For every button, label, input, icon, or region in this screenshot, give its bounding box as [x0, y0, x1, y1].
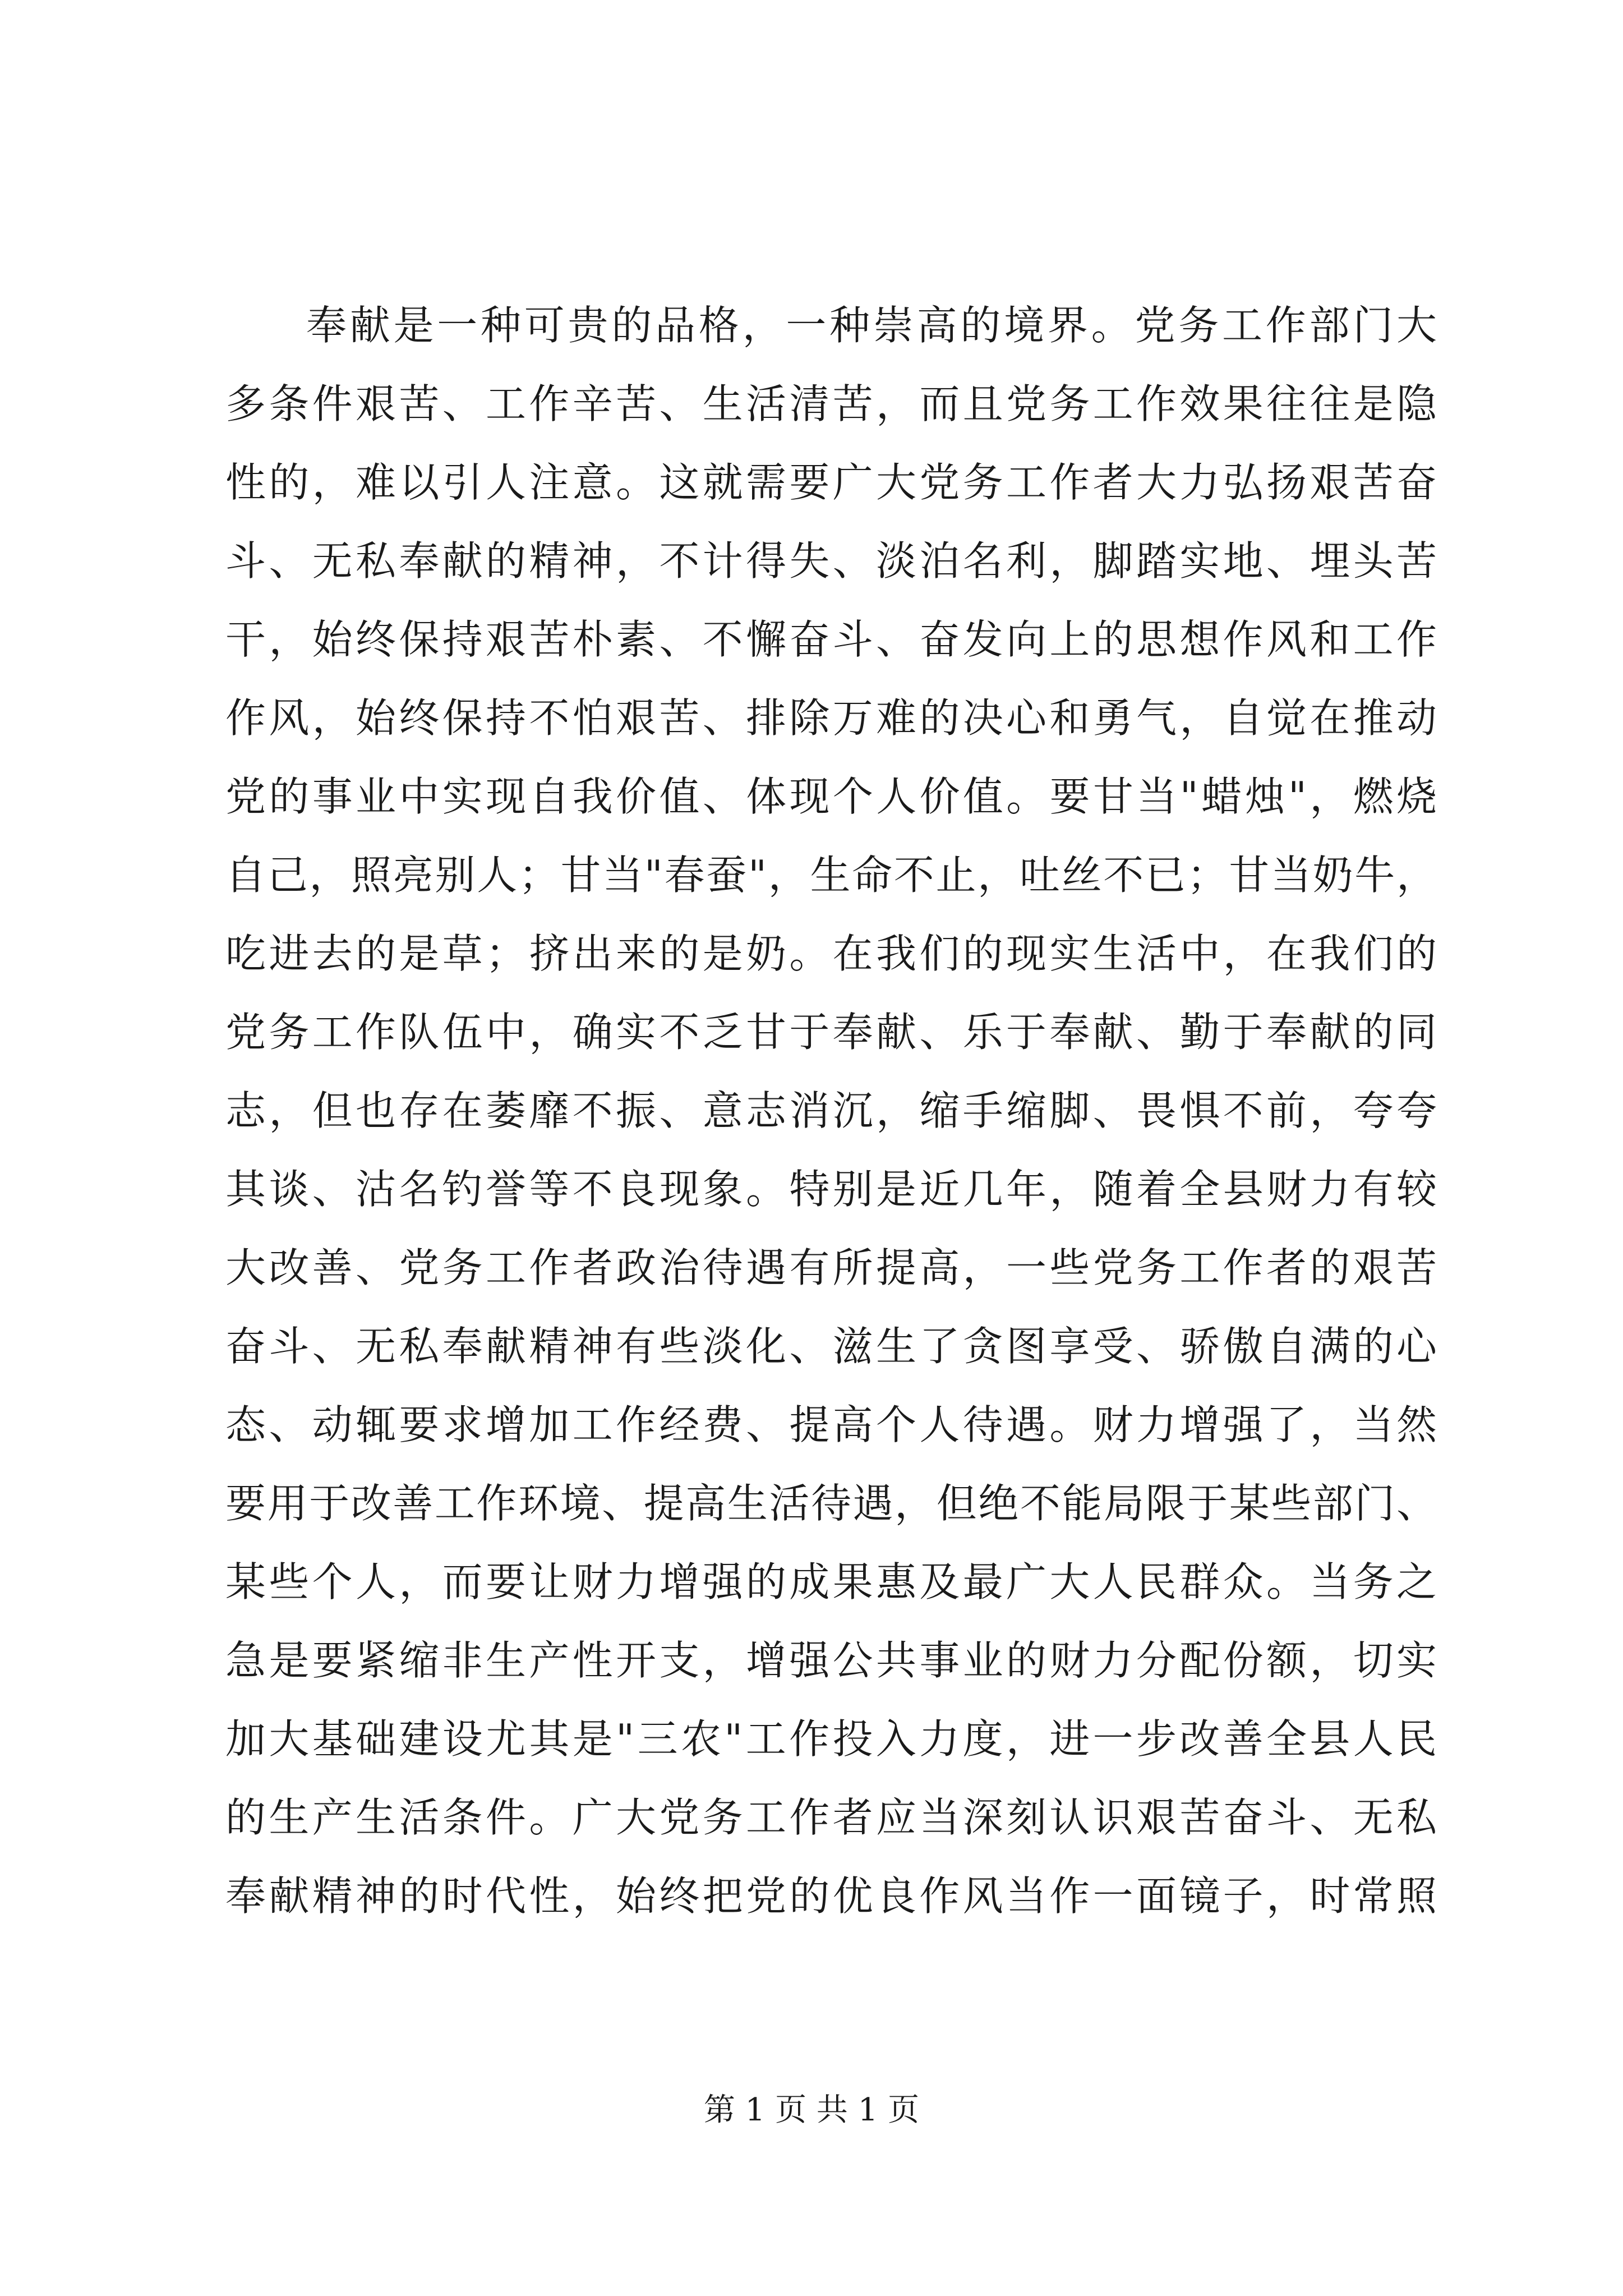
text-line: 多条件艰苦、工作辛苦、生活清苦，而且党务工作效果往往是隐	[225, 380, 1437, 427]
text-line: 吃进去的是草；挤出来的是奶。在我们的现实生活中，在我们的	[225, 930, 1437, 977]
text-line: 奉献是一种可贵的品格，一种崇高的境界。党务工作部门大	[306, 302, 1437, 349]
text-line: 志，但也存在萎靡不振、意志消沉，缩手缩脚、畏惧不前，夸夸	[225, 1087, 1437, 1134]
text-line: 的生产生活条件。广大党务工作者应当深刻认识艰苦奋斗、无私	[225, 1794, 1437, 1841]
text-line: 其谈、沽名钓誉等不良现象。特别是近几年，随着全县财力有较	[225, 1166, 1437, 1213]
text-line: 党务工作队伍中，确实不乏甘于奉献、乐于奉献、勤于奉献的同	[225, 1009, 1437, 1056]
text-line: 态、动辄要求增加工作经费、提高个人待遇。财力增强了，当然	[225, 1401, 1437, 1448]
text-line: 党的事业中实现自我价值、体现个人价值。要甘当"蜡烛"，燃烧	[225, 773, 1437, 820]
text-line: 奋斗、无私奉献精神有些淡化、滋生了贪图享受、骄傲自满的心	[225, 1323, 1437, 1370]
text-line: 某些个人，而要让财力增强的成果惠及最广大人民群众。当务之	[225, 1558, 1437, 1605]
body-paragraph	[225, 286, 1437, 1935]
text-line: 加大基础建设尤其是"三农"工作投入力度，进一步改善全县人民	[225, 1715, 1437, 1763]
text-line: 斗、无私奉献的精神，不计得失、淡泊名利，脚踏实地、埋头苦	[225, 537, 1437, 585]
text-line: 干，始终保持艰苦朴素、不懈奋斗、奋发向上的思想作风和工作	[225, 616, 1437, 663]
text-line: 急是要紧缩非生产性开支，增强公共事业的财力分配份额，切实	[225, 1637, 1437, 1684]
text-line: 大改善、党务工作者政治待遇有所提高，一些党务工作者的艰苦	[225, 1244, 1437, 1291]
text-line: 自己，照亮别人；甘当"春蚕"，生命不止，吐丝不已；甘当奶牛，	[225, 852, 1437, 899]
text-line: 要用于改善工作环境、提高生活待遇，但绝不能局限于某些部门、	[225, 1480, 1437, 1527]
text-line: 作风，始终保持不怕艰苦、排除万难的决心和勇气，自觉在推动	[225, 694, 1437, 742]
text-line: 性的，难以引人注意。这就需要广大党务工作者大力弘扬艰苦奋	[225, 459, 1437, 506]
page-number-footer: 第 1 页 共 1 页	[703, 2092, 920, 2128]
text-line: 奉献精神的时代性，始终把党的优良作风当作一面镜子，时常照	[225, 1872, 1437, 1920]
